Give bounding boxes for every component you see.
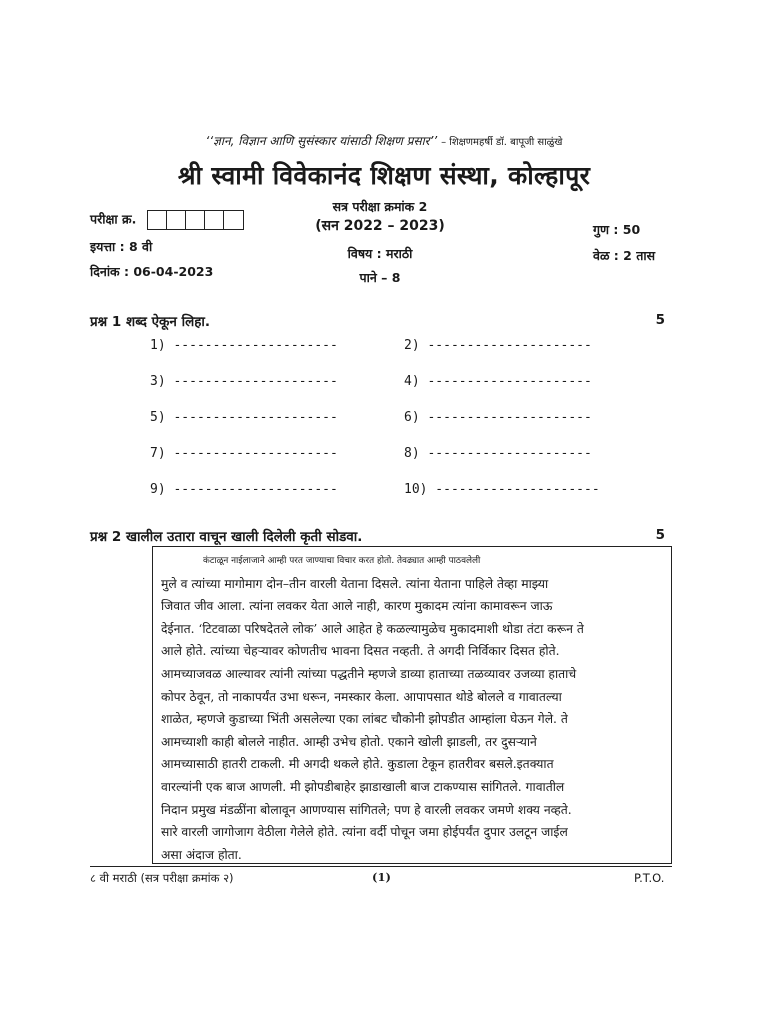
dictation-blank-9[interactable]: 9) --------------------- <box>150 482 338 497</box>
passage-line: सारे वारली जागोजाग वेठीला गेलेले होते. त्यांना वर्दी पोचून जमा होईपर्यंत दुपार उलटून जाईल <box>161 825 568 840</box>
dictation-blank-10[interactable]: 10) --------------------- <box>404 482 600 497</box>
passage-line: आमच्याजवळ आल्यावर त्यांनी त्यांच्या पद्धतीने म्हणजे डाव्या हाताच्या तळव्यावर उजव्या हाताचे <box>161 666 577 681</box>
dictation-blank-1[interactable]: 1) --------------------- <box>150 338 338 353</box>
roll-box[interactable] <box>186 211 205 229</box>
roll-number-boxes[interactable] <box>147 210 244 230</box>
footer-subject: ८ वी मराठी (सत्र परीक्षा क्रमांक २) <box>90 871 234 885</box>
question-1-marks: 5 <box>655 312 665 328</box>
passage-line: शाळेत, म्हणजे कुडाच्या भिंती असलेल्या एका लांबट चौकोनी झोपडीत आम्हांला घेऊन गेले. ते <box>161 712 568 727</box>
exam-date: दिनांक : 06-04-2023 <box>90 264 214 279</box>
dictation-blank-8[interactable]: 8) --------------------- <box>404 446 592 461</box>
passage-line: कोपर ठेवून, तो नाकापर्यंत उभा धरून, नमस्कार केला. आपापसात थोडे बोलले व गावातल्या <box>161 689 562 704</box>
roll-box[interactable] <box>148 211 167 229</box>
passage-line: कंटाळून नाईलाजाने आम्ही परत जाण्याचा विचार करत होतो. तेवढ्यात आम्ही पाठवलेली <box>203 556 481 566</box>
passage-line: वारल्यांनी एक बाज आणली. मी झोपडीबाहेर झाडाखाली बाज टाकण्यास सांगितले. गावातील <box>161 779 565 794</box>
class-info: इयत्ता : 8 वी <box>90 239 153 254</box>
page-number: (1) <box>372 870 391 884</box>
passage-line: आले होते. त्यांच्या चेहऱ्यावर कोणतीच भावना दिसत नव्हती. ते अगदी निर्विकार दिसत होते. <box>161 644 560 659</box>
passage-line: असा अंदाज होता. <box>161 847 242 862</box>
roll-number-field <box>90 210 244 230</box>
institution-title: श्री स्वामी विवेकानंद शिक्षण संस्था, कोल्हापूर <box>177 161 591 190</box>
please-turn-over: P.T.O. <box>634 871 665 885</box>
total-marks: गुण : 50 <box>593 222 641 237</box>
page-count: पाने – 8 <box>359 270 401 285</box>
dictation-blank-4[interactable]: 4) --------------------- <box>404 374 592 389</box>
roll-box[interactable] <box>224 211 243 229</box>
question-2-heading <box>90 527 665 545</box>
reading-passage-box <box>152 546 672 864</box>
passage-line: आमच्यासाठी हातरी टाकली. मी अगदी थकले होते. कुडाला टेकून हातरीवर बसले.इतक्यात <box>161 757 554 772</box>
footer-divider <box>90 866 672 867</box>
question-1-heading <box>90 312 665 330</box>
question-1-label: प्रश्न 1 शब्द ऐकून लिहा. <box>90 314 211 330</box>
question-2-marks: 5 <box>655 527 665 543</box>
roll-number-label: परीक्षा क्र. <box>90 211 137 227</box>
dictation-blank-6[interactable]: 6) --------------------- <box>404 410 592 425</box>
dictation-blank-2[interactable]: 2) --------------------- <box>404 338 592 353</box>
passage-line: निदान प्रमुख मंडळींना बोलावून आणण्यास सांगितले; पण हे वारली लवकर जमणे शक्य नव्हते. <box>161 802 572 817</box>
dictation-blank-7[interactable]: 7) --------------------- <box>150 446 338 461</box>
roll-box[interactable] <box>167 211 186 229</box>
reading-passage <box>161 550 665 866</box>
roll-box[interactable] <box>205 211 224 229</box>
passage-line: आमच्याशी काही बोलले नाहीत. आम्ही उभेच होतो. एकाने खोली झाडली, तर दुसऱ्याने <box>161 734 537 749</box>
motto-credit: – शिक्षणमहर्षी डॉ. बापूजी साळुंखे <box>441 137 563 148</box>
passage-line: मुले व त्यांच्या मागोमाग दोन–तीन वारली येताना दिसले. त्यांना येताना पाहिले तेव्हा माझ्या <box>161 576 549 591</box>
exam-duration: वेळ : 2 तास <box>593 248 656 263</box>
question-2-label: प्रश्न 2 खालील उतारा वाचून खाली दिलेली कृती सोडवा. <box>90 529 363 545</box>
motto-text: ‘‘ज्ञान, विज्ञान आणि सुसंस्कार यांसाठी शिक्षण प्रसार’’ <box>205 134 438 148</box>
dictation-blank-3[interactable]: 3) --------------------- <box>150 374 338 389</box>
passage-line: देईनात. ‘टिटवाळा परिषदेतले लोक’ आले आहेत हे कळल्यामुळेच मुकादमाशी थोडा तंटा करून ते <box>161 621 584 636</box>
dictation-blank-5[interactable]: 5) --------------------- <box>150 410 338 425</box>
exam-name: सत्र परीक्षा क्रमांक 2 <box>332 199 428 214</box>
exam-subject: विषय : मराठी <box>347 246 413 261</box>
institution-motto <box>0 132 768 149</box>
exam-session: (सन 2022 – 2023) <box>315 218 445 234</box>
passage-line: जिवात जीव आला. त्यांना लवकर येता आले नाही, कारण मुकादम त्यांना कामावरून जाऊ <box>161 599 553 614</box>
